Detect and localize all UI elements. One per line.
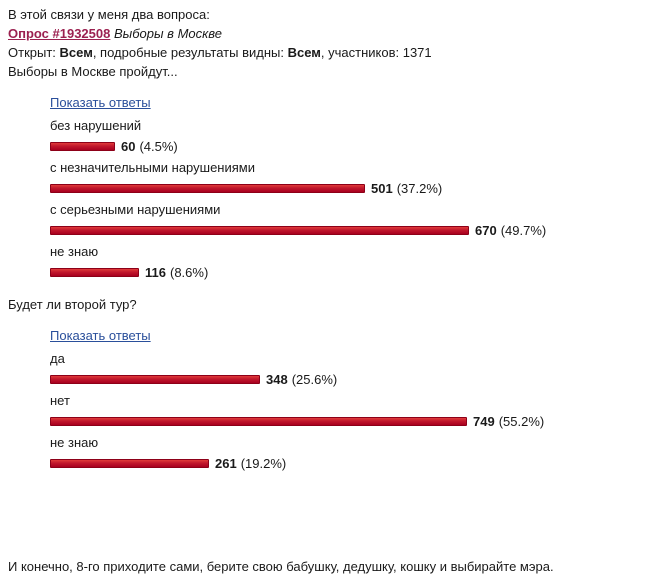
question-2-text: Будет ли второй тур? <box>8 297 137 312</box>
answer-percent: (4.5%) <box>139 138 178 154</box>
answer-label: не знаю <box>50 244 99 259</box>
answer-percent: (49.7%) <box>500 222 547 238</box>
question-1-text: Выборы в Москве пройдут... <box>8 64 178 79</box>
closing-text: И конечно, 8-го приходите сами, берите свою бабушку, дедушку, кошку и выбирайте мэра. <box>8 559 554 574</box>
answer-count: 261 <box>215 455 237 471</box>
answer-percent: (37.2%) <box>396 180 443 196</box>
answer-bar <box>50 142 115 151</box>
answer-percent: (55.2%) <box>498 413 545 429</box>
show-answers-link-2[interactable]: Показать ответы <box>50 328 151 343</box>
answer-bar <box>50 417 467 426</box>
poll-title: Выборы в Москве <box>113 26 222 41</box>
answer-option <box>50 200 661 240</box>
answer-count: 670 <box>475 222 497 238</box>
answer-bar-row <box>50 262 661 282</box>
answer-count: 116 <box>145 264 166 280</box>
answer-option <box>50 116 661 156</box>
results-prefix-label: , подробные результаты видны: <box>92 45 288 60</box>
answer-count: 348 <box>266 371 288 387</box>
answer-count: 60 <box>121 138 136 154</box>
poll-question-1 <box>8 95 661 282</box>
answers-list-1 <box>50 116 661 282</box>
answer-label: с незначительными нарушениями <box>50 160 255 175</box>
answer-option <box>50 158 661 198</box>
answer-bar <box>50 268 139 277</box>
poll-id-link[interactable]: Опрос #1932508 <box>8 26 111 41</box>
answer-option <box>50 391 661 431</box>
open-prefix-label: Открыт: <box>8 45 60 60</box>
answer-option <box>50 433 661 473</box>
poll-question-2 <box>8 328 661 473</box>
open-value: Всем <box>59 45 93 60</box>
answer-percent: (19.2%) <box>240 455 287 471</box>
answer-bar <box>50 184 365 193</box>
answer-bar-row <box>50 369 661 389</box>
answer-bar <box>50 459 209 468</box>
participants-count: 1371 <box>402 45 432 60</box>
answer-label: без нарушений <box>50 118 142 133</box>
answer-label: с серьезными нарушениями <box>50 202 221 217</box>
answer-option <box>50 242 661 282</box>
answer-percent: (8.6%) <box>169 264 209 280</box>
answer-count: 501 <box>371 180 393 196</box>
poll-header <box>8 25 661 43</box>
answer-count: 749 <box>473 413 495 429</box>
answer-bar <box>50 226 469 235</box>
answer-label: да <box>50 351 65 366</box>
answer-bar <box>50 375 260 384</box>
answers-list-2 <box>50 349 661 473</box>
answer-bar-row <box>50 453 661 473</box>
answer-bar-row <box>50 220 661 240</box>
answer-bar-row <box>50 411 661 431</box>
show-answers-link-1[interactable]: Показать ответы <box>50 95 151 110</box>
answer-option <box>50 349 661 389</box>
poll-visibility-line <box>8 44 661 62</box>
answer-label: нет <box>50 393 70 408</box>
results-value: Всем <box>287 45 321 60</box>
answer-percent: (25.6%) <box>291 371 338 387</box>
answer-bar-row <box>50 136 661 156</box>
answer-bar-row <box>50 178 661 198</box>
answer-label: не знаю <box>50 435 99 450</box>
participants-prefix-label: , участников: <box>320 45 403 60</box>
intro-text: В этой связи у меня два вопроса: <box>8 7 210 22</box>
